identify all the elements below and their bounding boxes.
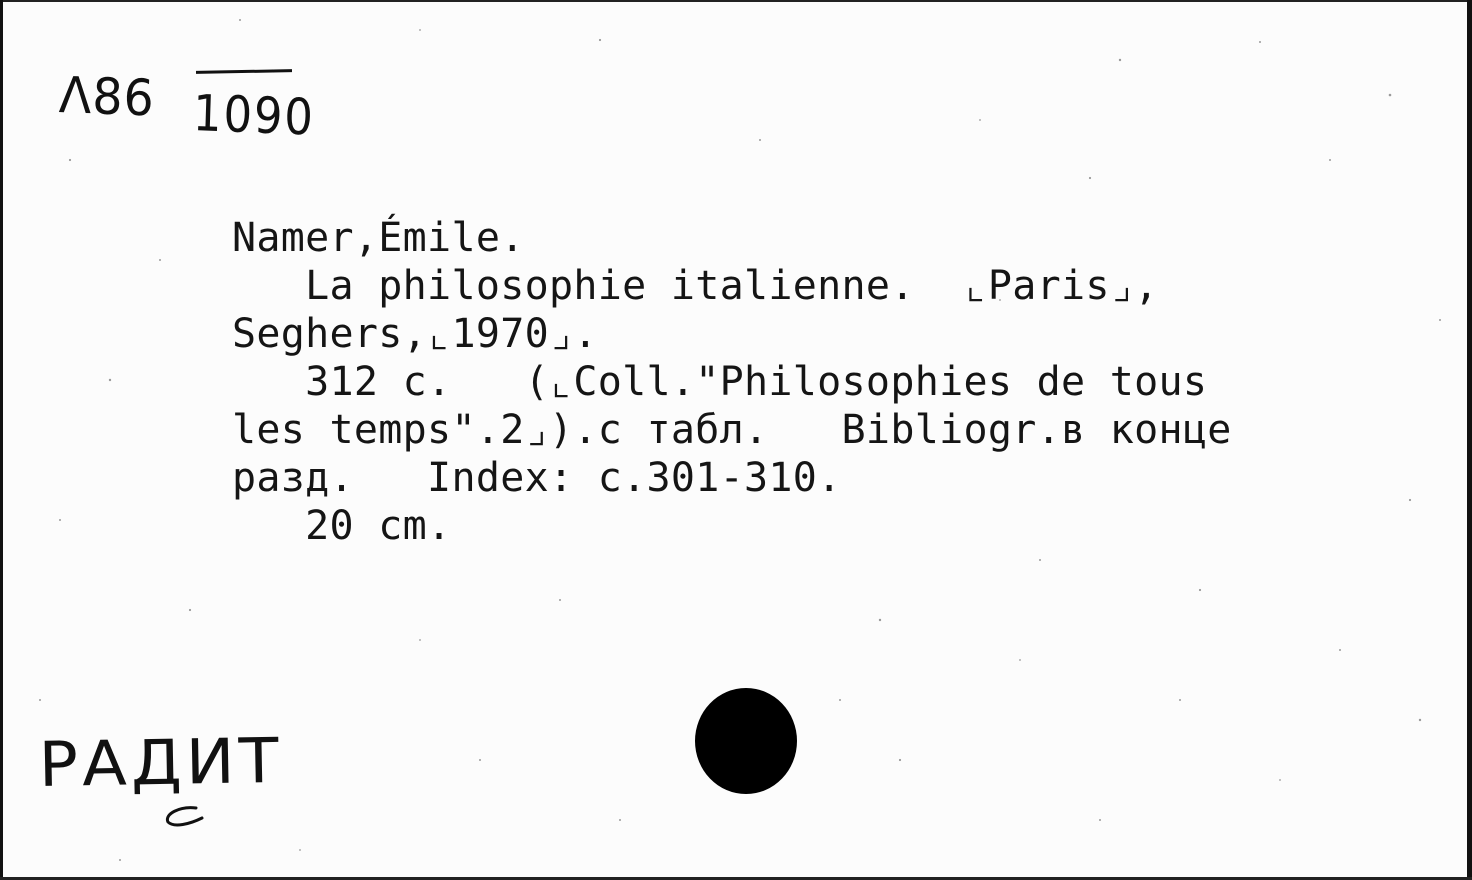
entry-line-size: 20 cm. xyxy=(232,503,452,549)
entry-line-pages: 312 с. (⌞Coll."Philosophies de tous xyxy=(232,359,1208,405)
note-flourish xyxy=(160,804,206,828)
handwritten-note: РАДИТ xyxy=(38,723,284,801)
entry-line-author: Namer,Émile. xyxy=(232,215,525,261)
entry-line-series: les temps".2⌟).c табл. Bibliogr.в конце xyxy=(232,407,1232,453)
shelf-mark-prefix: Λ86 xyxy=(58,66,156,128)
entry-line-index: разд. Index: с.301-310. xyxy=(232,455,842,501)
punch-hole xyxy=(695,688,797,794)
shelf-mark-number: 1090 xyxy=(192,84,316,147)
entry-line-title: La philosophie italienne. ⌞Paris⌟, xyxy=(232,263,1159,309)
entry-line-publisher: Seghers,⌞1970⌟. xyxy=(232,311,598,357)
